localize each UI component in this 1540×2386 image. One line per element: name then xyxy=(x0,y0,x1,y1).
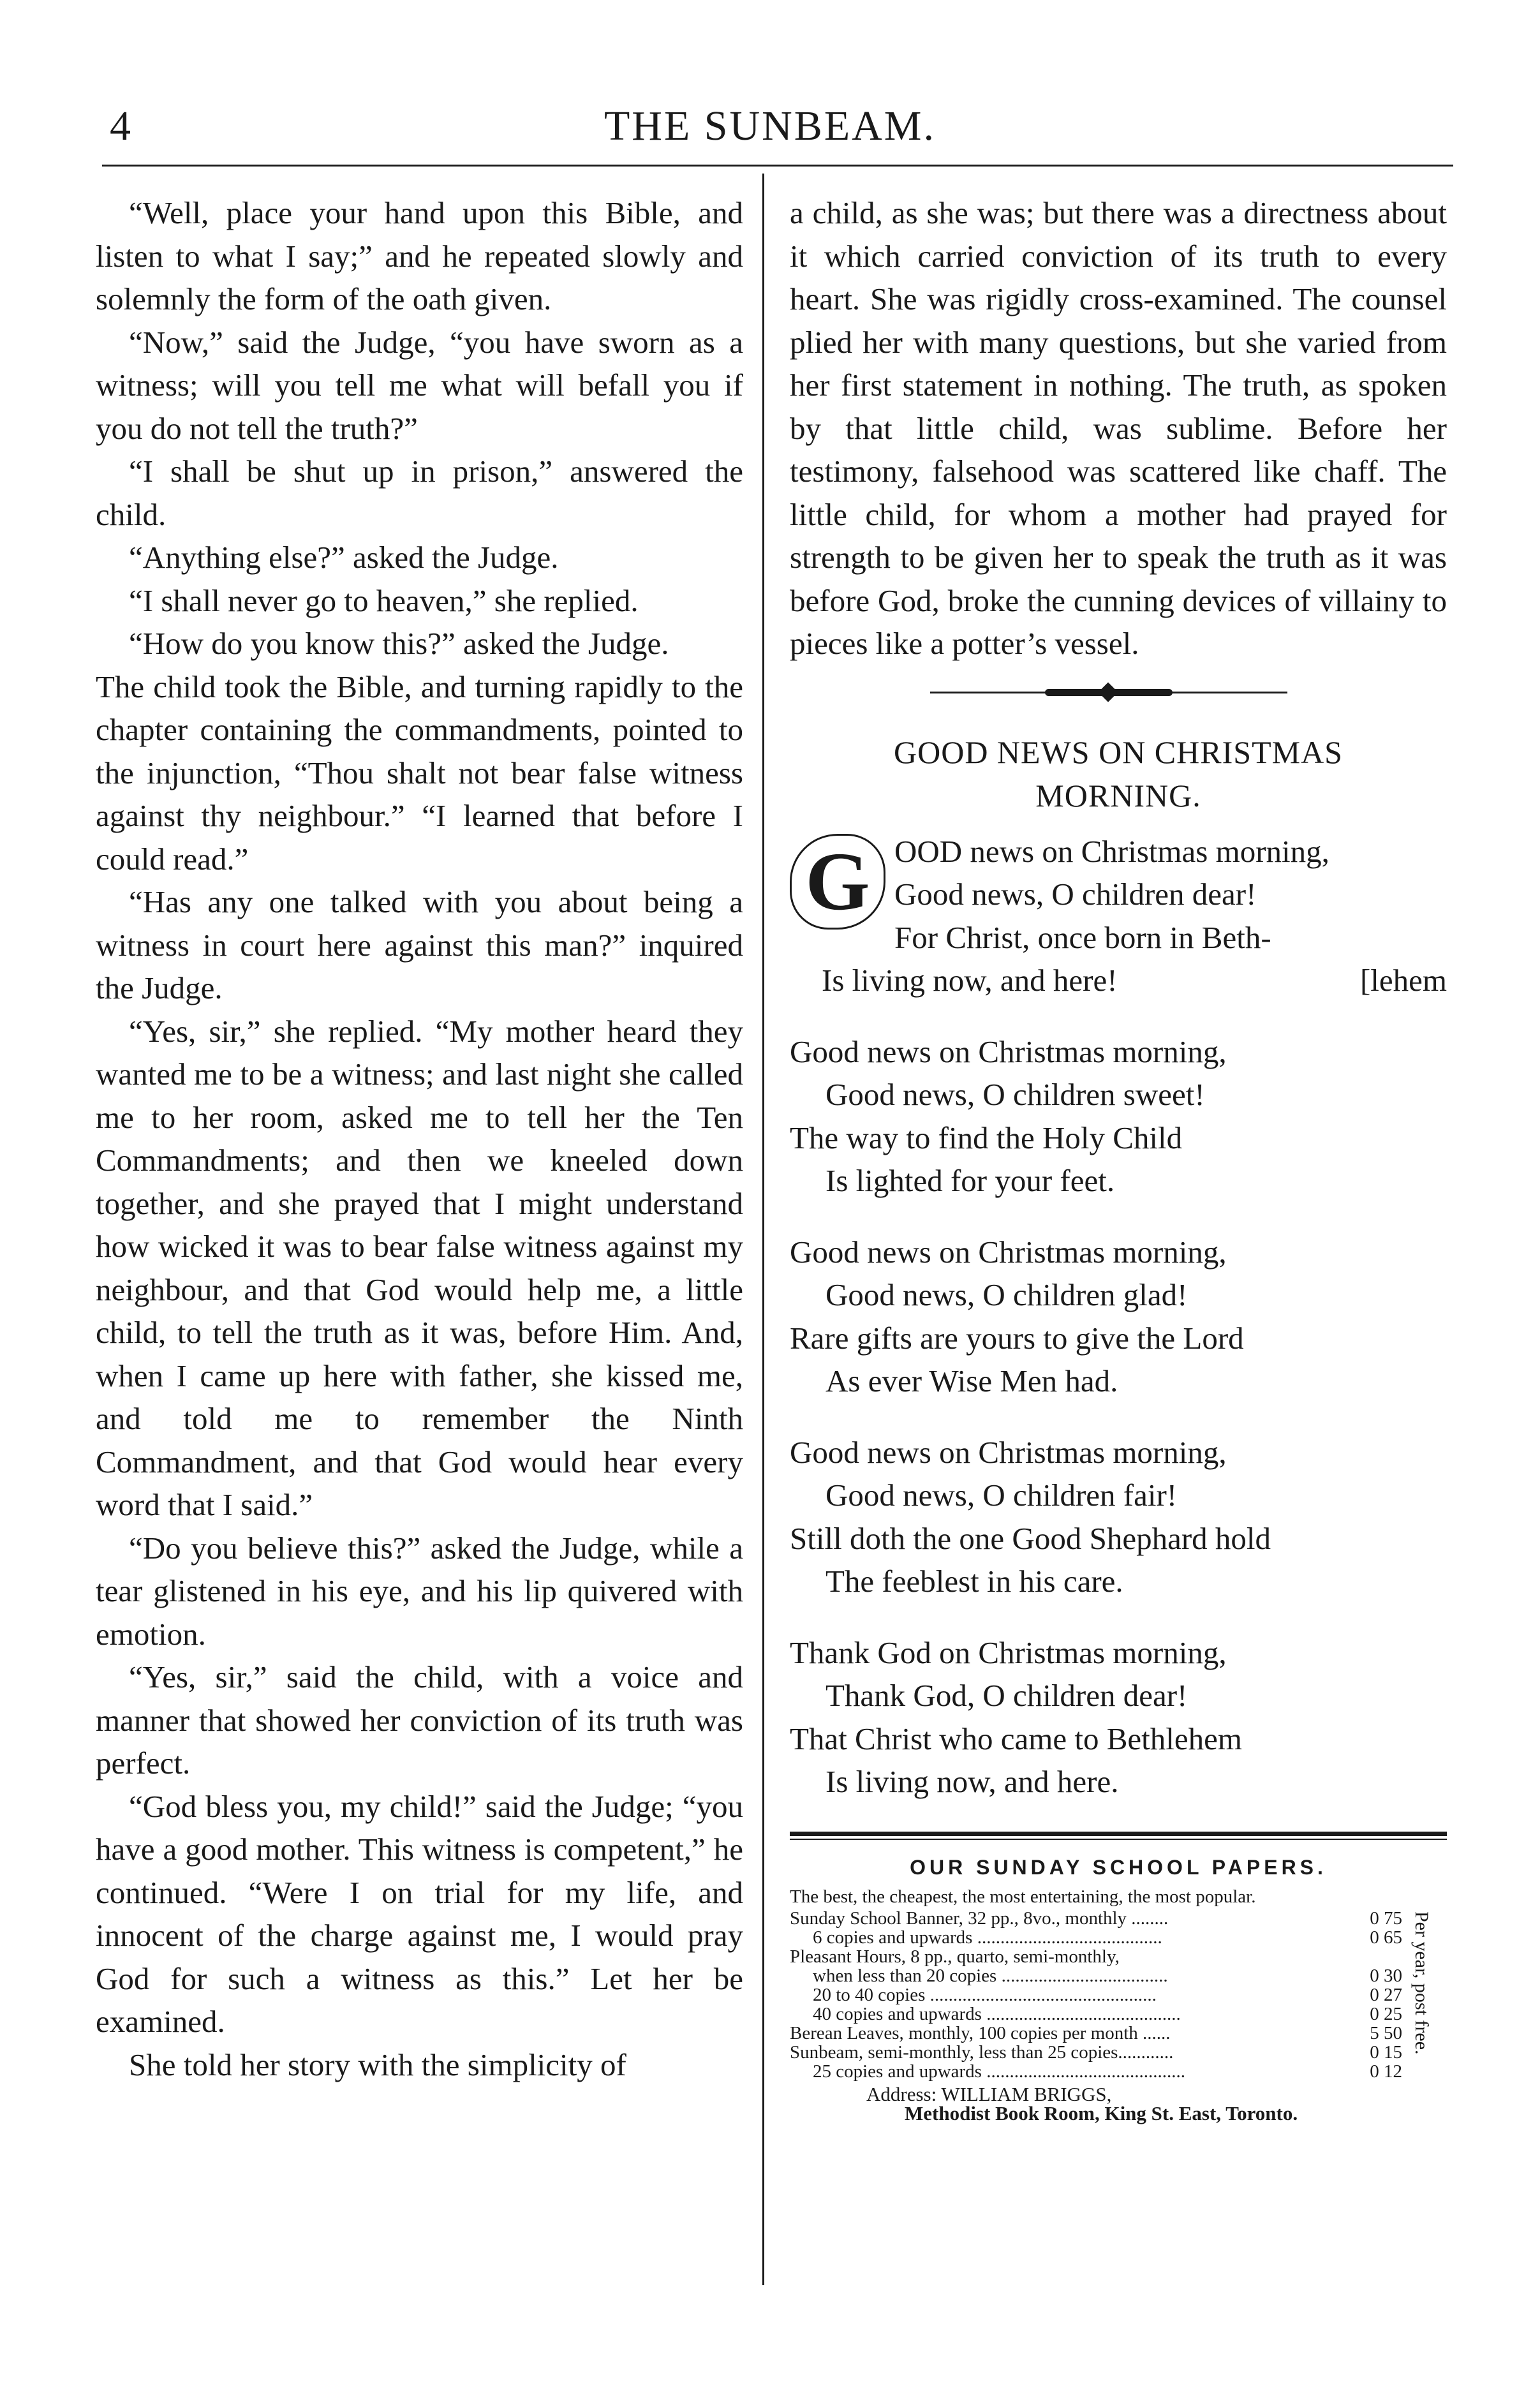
price-value: 0 75 xyxy=(1370,1908,1402,1929)
right-column xyxy=(790,191,1447,2123)
poem-title-line: GOOD NEWS ON CHRISTMAS xyxy=(894,734,1343,770)
price-item: 25 copies and upwards ........................................... xyxy=(813,2061,1185,2081)
price-row xyxy=(790,2004,1402,2024)
poem-line: OOD news on Christmas morning, xyxy=(894,833,1329,869)
poem-line: Good news on Christmas morning, xyxy=(790,1434,1227,1470)
price-row xyxy=(790,1928,1402,1947)
paragraph: The child took the Bible, and turning rapidly to the chapter containing the commandments, pointed to the injunction, “Thou shalt not bear false witness against thy neighbour.” “I learned that before I could read.” xyxy=(96,669,743,877)
section-ornament xyxy=(790,679,1447,705)
advert-rule xyxy=(790,1832,1447,1836)
poem-line: The feeblest in his care. xyxy=(826,1564,1123,1599)
paragraph: “I shall be shut up in prison,” answered the child. xyxy=(96,454,743,532)
price-row xyxy=(790,1947,1402,1966)
poem-line: Is lighted for your feet. xyxy=(826,1163,1115,1198)
page-header xyxy=(0,0,1540,172)
price-value: 0 27 xyxy=(1370,1984,1402,2005)
price-item: 6 copies and upwards ........................................ xyxy=(813,1927,1162,1947)
advert-address: Methodist Book Room, King St. East, Toronto. xyxy=(905,2101,1298,2124)
page-number: 4 xyxy=(110,103,131,149)
price-row xyxy=(790,1909,1402,1928)
price-item: Sunbeam, semi-monthly, less than 25 copies............ xyxy=(790,2042,1174,2062)
paragraph: “Now,” said the Judge, “you have sworn as a witness; will you tell me what will befall you if you do not tell the truth?” xyxy=(96,324,743,446)
advert-address: Address: WILLIAM BRIGGS, xyxy=(866,2082,1112,2105)
continuation-paragraph: a child, as she was; but there was a directness about it which carried conviction of its truth to every heart. She was rigidly cross-examined. The counsel plied her with many questions, but she varied from her first statement in nothing. The truth, as spoken by that little child, was sublime. Before her testimony, falsehood was scattered like chaff. The little child, for whom a mother had prayed for strength to be given her to speak the truth as it was before God, broke the cunning devices of villainy to pieces like a potter’s vessel. xyxy=(790,195,1447,661)
poem-line: Good news on Christmas morning, xyxy=(790,1034,1227,1069)
poem-line: Still doth the one Good Shephard hold xyxy=(790,1520,1271,1556)
drop-cap-ornament: G xyxy=(790,834,885,930)
price-list xyxy=(790,1909,1402,2081)
sunday-school-papers-advert xyxy=(790,1855,1447,2124)
paragraph: “Yes, sir,” said the child, with a voice and manner that showed her conviction of its truth was perfect. xyxy=(96,1659,743,1781)
paragraph: “How do you know this?” asked the Judge. xyxy=(129,626,669,661)
poem-stanza xyxy=(790,1030,1447,1203)
poem-line: That Christ who came to Bethlehem xyxy=(790,1721,1242,1756)
header-rule xyxy=(102,165,1453,167)
price-row xyxy=(790,1966,1402,1985)
advert-title: OUR SUNDAY SCHOOL PAPERS. xyxy=(910,1855,1327,1879)
poem-line: Good news, O children fair! xyxy=(826,1478,1178,1513)
poem-stanza xyxy=(790,1431,1447,1603)
paragraph: “I shall never go to heaven,” she replied. xyxy=(129,582,639,618)
poem-line: For Christ, once born in Beth- xyxy=(894,919,1271,955)
poem-line-text: Is living now, and here! xyxy=(822,963,1118,998)
price-value: 0 65 xyxy=(1370,1927,1402,1948)
poem-line xyxy=(790,959,1447,1002)
poem-line: Good news, O children sweet! xyxy=(826,1077,1205,1112)
poem-stanza xyxy=(790,830,1447,1002)
paragraph: She told her story with the simplicity of xyxy=(129,2047,626,2082)
price-row xyxy=(790,1985,1402,2004)
paragraph: “Yes, sir,” she replied. “My mother heard they wanted me to be a witness; and last night she called me to her room, asked me to tell her the Ten Commandments; and then we kneeled down together, and she prayed that I might understand how wicked it was to bear false witness against my neighbour, and that God would help me, a little child, to tell the truth as it was, before Him. And, when I came up here with father, she kissed me, and told me to remember the Ninth Commandment, and that God would hear every word that I said.” xyxy=(96,1013,743,1522)
advert-intro: The best, the cheapest, the most entertaining, the most popular. xyxy=(790,1886,1256,1907)
left-column xyxy=(96,191,743,2086)
poem-line: Thank God, O children dear! xyxy=(826,1678,1188,1713)
advert-side-note: Per year, post free. xyxy=(1411,1911,1432,2055)
running-title: THE SUNBEAM. xyxy=(603,103,936,149)
price-item: when less than 20 copies .................................... xyxy=(813,1966,1168,1985)
price-item: Sunday School Banner, 32 pp., 8vo., monthly ........ xyxy=(790,1908,1169,1928)
poem-line: Is living now, and here. xyxy=(826,1764,1119,1799)
price-value: 0 12 xyxy=(1370,2061,1402,2082)
poem-line: Thank God on Christmas morning, xyxy=(790,1634,1227,1670)
poem-line: Good news, O children dear! xyxy=(894,877,1257,912)
poem-line: Good news, O children glad! xyxy=(826,1277,1188,1312)
price-row xyxy=(790,2024,1402,2043)
price-row xyxy=(790,2043,1402,2062)
price-value: 0 25 xyxy=(1370,2003,1402,2024)
price-value: 5 50 xyxy=(1370,2022,1402,2043)
poem-stanza xyxy=(790,1231,1447,1403)
column-divider xyxy=(762,174,764,2285)
paragraph: “God bless you, my child!” said the Judge; “you have a good mother. This witness is competent,” he continued. “Were I on trial for my life, and innocent of the charge against me, I would pray God for such a witness as this.” Let her be examined. xyxy=(96,1788,743,2039)
paragraph: “Anything else?” asked the Judge. xyxy=(129,540,559,575)
price-row xyxy=(790,2062,1402,2081)
price-item: Berean Leaves, monthly, 100 copies per month ...... xyxy=(790,2023,1171,2043)
paragraph: “Has any one talked with you about being a witness in court here against this man?” inquired the Judge. xyxy=(96,884,743,1005)
poem-stanza xyxy=(790,1631,1447,1804)
advert-rule xyxy=(790,1839,1447,1840)
poem-line: As ever Wise Men had. xyxy=(826,1363,1118,1398)
poem-turnover: [lehem xyxy=(1359,963,1447,998)
price-item: 40 copies and upwards .......................................... xyxy=(813,2004,1181,2024)
poem-line: The way to find the Holy Child xyxy=(790,1120,1183,1155)
price-item: Pleasant Hours, 8 pp., quarto, semi-monthly, xyxy=(790,1946,1120,1966)
poem-line: Good news on Christmas morning, xyxy=(790,1234,1227,1270)
poem-title-line: MORNING. xyxy=(1035,777,1201,813)
poem-line: Rare gifts are yours to give the Lord xyxy=(790,1320,1244,1356)
price-item: 20 to 40 copies ................................................. xyxy=(813,1985,1157,2004)
paragraph: “Do you believe this?” asked the Judge, while a tear glistened in his eye, and his lip quivered with emotion. xyxy=(96,1530,743,1652)
paragraph: “Well, place your hand upon this Bible, and listen to what I say;” and he repeated slowly and solemnly the form of the oath given. xyxy=(96,195,743,316)
price-value xyxy=(1351,1947,1402,1966)
price-value: 0 30 xyxy=(1370,1965,1402,1986)
poem-title xyxy=(790,730,1447,817)
price-value: 0 15 xyxy=(1370,2041,1402,2063)
